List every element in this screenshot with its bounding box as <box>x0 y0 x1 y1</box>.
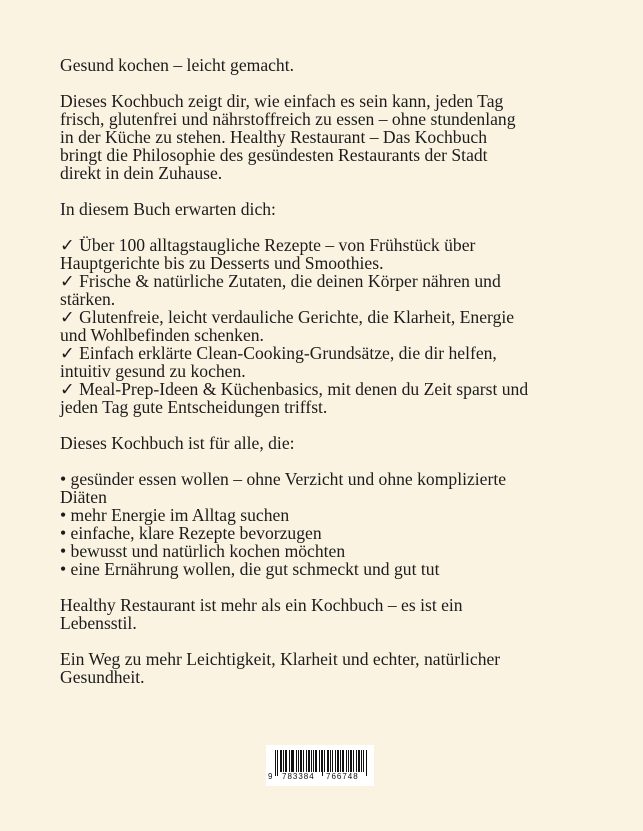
barcode-bar <box>340 750 341 772</box>
closing-paragraph: Ein Weg zu mehr Leichtigkeit, Klarheit und echter, natürlicher Gesundheit. <box>60 649 501 687</box>
barcode-bar <box>328 750 329 772</box>
list-item: ✓ Glutenfreie, leicht verdauliche Gerichte, die Klarheit, Energie und Wohlbefinden schenken. <box>60 307 515 345</box>
list-item: • eine Ernährung wollen, die gut schmeckt und gut tut <box>60 559 440 579</box>
barcode-bar <box>366 750 367 776</box>
barcode-bar <box>359 750 360 772</box>
barcode-bar <box>335 750 336 772</box>
barcode-bar <box>301 750 302 772</box>
barcode-group-right: 766748 <box>326 772 359 781</box>
barcode-bar <box>296 750 297 772</box>
barcode-bar <box>330 750 331 772</box>
closing-paragraph: Healthy Restaurant ist mehr als ein Kochbuch – es ist ein Lebensstil. <box>60 595 463 633</box>
barcode-bar <box>306 750 307 772</box>
intro-line: Gesund kochen – leicht gemacht. <box>60 55 295 75</box>
list-item: • bewusst und natürlich kochen möchten <box>60 541 346 561</box>
list-item: • einfache, klare Rezepte bevorzugen <box>60 523 322 543</box>
barcode-bar <box>283 750 284 772</box>
barcode-bar <box>324 750 325 772</box>
description-line: in der Küche zu stehen. Healthy Restaurant – Das Kochbuch <box>60 127 488 147</box>
list-item: ✓ Einfach erklärte Clean-Cooking-Grundsätze, die dir helfen, intuitiv gesund zu kochen. <box>60 343 497 381</box>
back-cover-text <box>60 56 600 686</box>
audience-heading: Dieses Kochbuch ist für alle, die: <box>60 433 295 453</box>
barcode-bar <box>281 750 282 772</box>
description-line: frisch, glutenfrei und nährstoffreich zu essen – ohne stundenlang <box>60 109 516 129</box>
description-line: bringt die Philosophie des gesündesten Restaurants der Stadt <box>60 145 488 165</box>
barcode-bar <box>338 750 339 772</box>
barcode-bar <box>361 750 362 772</box>
barcode-bar <box>286 750 287 772</box>
description-line: direkt in dein Zuhause. <box>60 163 223 183</box>
barcode-bar <box>351 750 352 772</box>
isbn-barcode <box>266 745 374 786</box>
barcode-bar <box>289 750 290 772</box>
barcode-bar <box>319 750 320 772</box>
list-item: ✓ Frische & natürliche Zutaten, die deinen Körper nähren und stärken. <box>60 271 501 309</box>
barcode-bar <box>332 750 333 772</box>
barcode-bar <box>356 750 357 772</box>
list-item: ✓ Meal-Prep-Ideen & Küchenbasics, mit denen du Zeit sparst und jeden Tag gute Entscheidungen triffst. <box>60 379 529 417</box>
description-line: Dieses Kochbuch zeigt dir, wie einfach es sein kann, jeden Tag <box>60 91 504 111</box>
description-paragraph <box>60 92 600 182</box>
barcode-digit-first: 9 <box>268 772 273 781</box>
list-item: • mehr Energie im Alltag suchen <box>60 505 290 525</box>
barcode-bar <box>313 750 314 772</box>
expect-heading: In diesem Buch erwarten dich: <box>60 199 276 219</box>
expect-list <box>60 236 600 416</box>
barcode-bar <box>348 750 349 772</box>
barcode-bar <box>343 750 344 772</box>
barcode-bar <box>309 750 310 772</box>
barcode-bar <box>277 750 278 776</box>
barcode-bars <box>275 750 367 772</box>
list-item: ✓ Über 100 alltagstaugliche Rezepte – von Frühstück über Hauptgerichte bis zu Desserts und Smoothies. <box>60 235 476 273</box>
barcode-bar <box>346 750 347 772</box>
barcode-bar <box>353 750 354 772</box>
barcode-bar <box>311 750 312 772</box>
barcode-bar <box>275 750 276 776</box>
barcode-bar <box>322 750 323 776</box>
barcode-bar <box>303 750 304 772</box>
audience-list <box>60 470 600 578</box>
barcode-bar <box>363 750 364 772</box>
barcode-bar <box>293 750 294 772</box>
barcode-group-left: 783384 <box>282 772 315 781</box>
barcode-bar <box>298 750 299 772</box>
barcode-bar <box>316 750 317 772</box>
list-item: • gesünder essen wollen – ohne Verzicht und ohne komplizierte Diäten <box>60 469 507 507</box>
